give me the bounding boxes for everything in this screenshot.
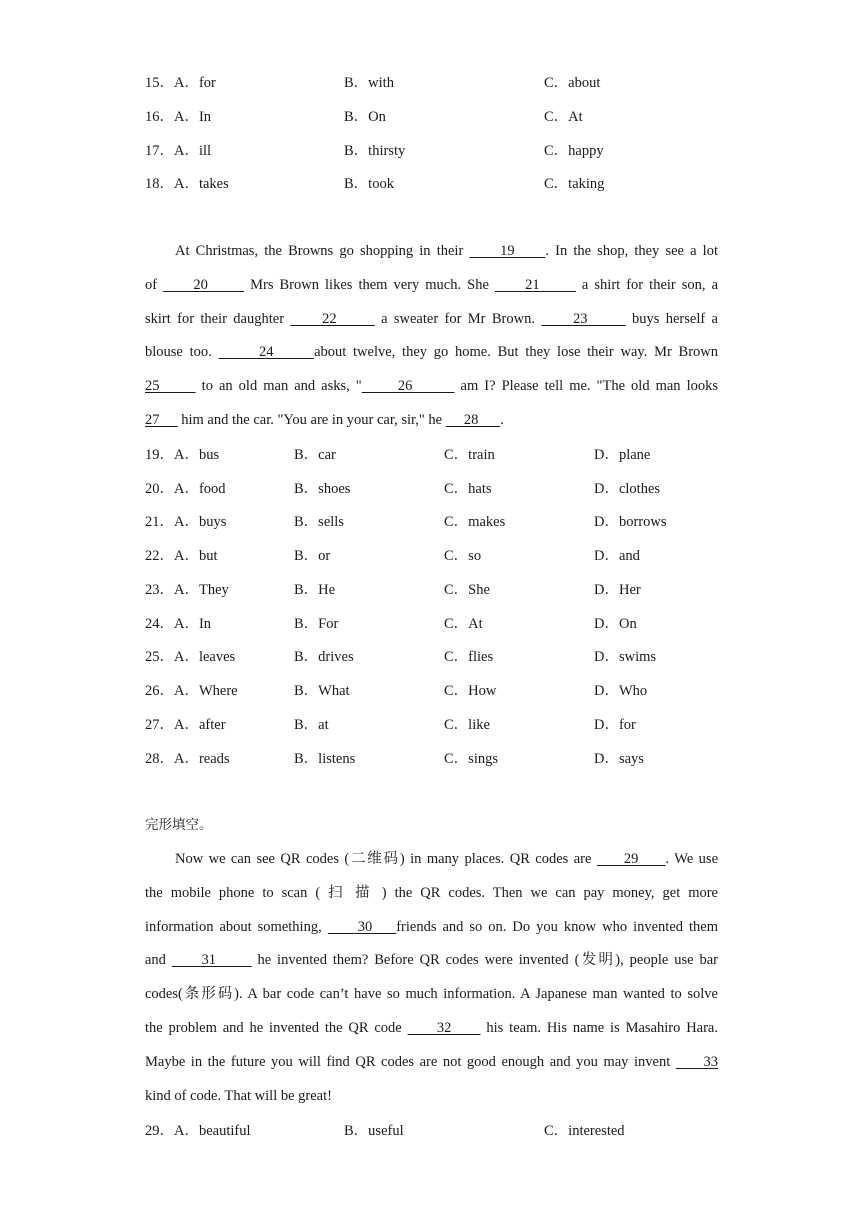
option-a: 15．A．for bbox=[145, 75, 216, 91]
option-d: D．Her bbox=[594, 582, 641, 598]
passage-line: the problem and he invented the QR code 32 his team. His name is Masahiro Hara. bbox=[145, 1019, 718, 1036]
question-23 bbox=[145, 580, 720, 600]
option-b: B．with bbox=[344, 75, 394, 91]
passage-line: information about something, 30 friends and so on. Do you know who invented them bbox=[145, 918, 718, 935]
option-c: C．interested bbox=[544, 1123, 625, 1139]
blank-19: 19 bbox=[469, 243, 546, 259]
option-d: D．borrows bbox=[594, 514, 667, 530]
option-a: 22．A．but bbox=[145, 548, 218, 564]
option-c: C．so bbox=[444, 548, 482, 564]
passage-line: 27 him and the car. "You are in your car, sir," he 28 . bbox=[145, 411, 504, 428]
question-24 bbox=[145, 614, 720, 634]
option-b: B．He bbox=[294, 582, 336, 598]
question-28 bbox=[145, 749, 720, 769]
option-b: B．shoes bbox=[294, 481, 351, 497]
blank-27: 27 bbox=[145, 411, 178, 428]
option-c: C．She bbox=[444, 582, 490, 598]
blank-30: 30 bbox=[327, 918, 397, 935]
option-d: D．swims bbox=[594, 649, 657, 665]
option-a: 26．A．Where bbox=[145, 683, 238, 699]
option-d: D．clothes bbox=[594, 481, 661, 497]
question-16 bbox=[145, 107, 720, 127]
blank-24: 24 bbox=[218, 344, 315, 361]
option-d: D．plane bbox=[594, 447, 651, 463]
blank-26: 26 bbox=[361, 378, 455, 395]
blank-33: 33 bbox=[675, 1053, 718, 1070]
option-d: D．On bbox=[594, 616, 637, 632]
option-a: 18．A．takes bbox=[145, 176, 229, 192]
question-20 bbox=[145, 479, 720, 499]
passage-line: and 31 he invented them? Before QR codes were invented (发明), people use bar bbox=[145, 952, 718, 969]
question-19 bbox=[145, 445, 720, 465]
option-a: 23．A．They bbox=[145, 582, 229, 598]
passage-line: kind of code. That will be great! bbox=[145, 1087, 332, 1104]
option-b: B．What bbox=[294, 683, 350, 699]
option-b: B．useful bbox=[344, 1123, 404, 1139]
option-c: C．sings bbox=[444, 751, 498, 767]
question-18 bbox=[145, 174, 720, 194]
option-b: B．listens bbox=[294, 751, 356, 767]
blank-23: 23 bbox=[541, 310, 626, 327]
option-b: B．car bbox=[294, 447, 336, 463]
blank-22: 22 bbox=[290, 310, 375, 327]
blank-20: 20 bbox=[163, 276, 245, 293]
option-d: D．Who bbox=[594, 683, 648, 699]
option-b: B．thirsty bbox=[344, 143, 406, 159]
passage-line: of 20 Mrs Brown likes them very much. She 21 a shirt for their son, a bbox=[145, 276, 718, 293]
passage-line: the mobile phone to scan ( 扫 描 ) the QR codes. Then we can pay money, get more bbox=[145, 884, 718, 901]
option-a: 25．A．leaves bbox=[145, 649, 236, 665]
question-29 bbox=[145, 1121, 720, 1141]
option-a: 29．A．beautiful bbox=[145, 1123, 251, 1139]
option-a: 28．A．reads bbox=[145, 751, 230, 767]
option-a: 19．A．bus bbox=[145, 447, 220, 463]
question-25 bbox=[145, 647, 720, 667]
option-a: 20．A．food bbox=[145, 481, 226, 497]
option-c: C．flies bbox=[444, 649, 494, 665]
blank-25: 25 bbox=[145, 378, 196, 395]
option-c: C．train bbox=[444, 447, 495, 463]
passage-line: At Christmas, the Browns go shopping in their 19 . In the shop, they see a lot bbox=[175, 243, 718, 259]
option-b: B．For bbox=[294, 616, 339, 632]
passage-line: 25 to an old man and asks, " 26 am I? Please tell me. "The old man looks bbox=[145, 378, 718, 395]
option-d: D．says bbox=[594, 751, 644, 767]
question-21 bbox=[145, 512, 720, 532]
blank-31: 31 bbox=[171, 952, 252, 969]
option-c: C．taking bbox=[544, 176, 605, 192]
option-a: 24．A．In bbox=[145, 616, 212, 632]
blank-32: 32 bbox=[407, 1019, 481, 1036]
question-27 bbox=[145, 715, 720, 735]
option-d: D．and bbox=[594, 548, 640, 564]
option-c: C．like bbox=[444, 717, 490, 733]
option-c: C．At bbox=[444, 616, 483, 632]
option-b: B．drives bbox=[294, 649, 354, 665]
option-c: C．makes bbox=[444, 514, 506, 530]
option-c: C．about bbox=[544, 75, 601, 91]
section-heading: 完形填空。 bbox=[145, 817, 213, 833]
option-c: C．At bbox=[544, 109, 583, 125]
passage-christmas bbox=[145, 235, 718, 438]
question-22 bbox=[145, 546, 720, 566]
passage-line: blouse too. 24 about twelve, they go home. But they lose their way. Mr Brown bbox=[145, 344, 718, 361]
passage-line: codes(条形码). A bar code can’t have so much information. A Japanese man wanted to solve bbox=[145, 986, 718, 1003]
option-b: B．On bbox=[344, 109, 386, 125]
blank-21: 21 bbox=[494, 276, 576, 293]
option-b: B．sells bbox=[294, 514, 344, 530]
question-17 bbox=[145, 141, 720, 161]
option-a: 16．A．In bbox=[145, 109, 212, 125]
question-26 bbox=[145, 681, 720, 701]
passage-qr-codes bbox=[145, 843, 718, 1113]
option-c: C．How bbox=[444, 683, 497, 699]
option-a: 17．A．ill bbox=[145, 143, 212, 159]
passage-line: Now we can see QR codes (二维码) in many places. QR codes are 29 . We use bbox=[175, 851, 718, 867]
option-a: 21．A．buys bbox=[145, 514, 227, 530]
question-15 bbox=[145, 73, 720, 93]
option-d: D．for bbox=[594, 717, 636, 733]
passage-line: skirt for their daughter 22 a sweater for Mr Brown. 23 buys herself a bbox=[145, 310, 718, 327]
option-c: C．hats bbox=[444, 481, 492, 497]
option-b: B．took bbox=[344, 176, 394, 192]
option-b: B．at bbox=[294, 717, 329, 733]
blank-29: 29 bbox=[596, 851, 666, 867]
passage-line: Maybe in the future you will find QR codes are not good enough and you may invent 33 bbox=[145, 1053, 718, 1070]
option-c: C．happy bbox=[544, 143, 604, 159]
option-b: B．or bbox=[294, 548, 331, 564]
blank-28: 28 bbox=[445, 411, 501, 428]
option-a: 27．A．after bbox=[145, 717, 226, 733]
